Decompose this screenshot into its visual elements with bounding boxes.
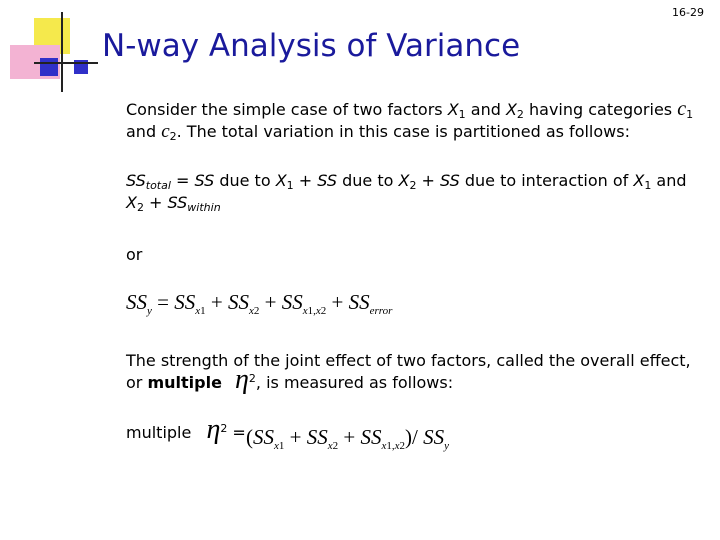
- strength-paragraph: The strength of the joint effect of two factors, called the overall effect, or multiple $\eta^2$, is measured as follows:: [126, 351, 691, 395]
- slide-number: 16-29: [672, 6, 704, 19]
- eta-symbol: η: [235, 364, 249, 395]
- formula-multiple-eta: $(SS_{x1} + SS_{x2} + SS_{x1,x2})/$ $SS_y$: [246, 425, 449, 452]
- slide-title: N-way Analysis of Variance: [102, 28, 521, 64]
- formula-ss-partition: $SS_y = SS_{x1} + SS_{x2} + SS_{x1,x2} + SS_{error}$: [126, 290, 393, 317]
- intro-paragraph: Consider the simple case of two factors $X_1$ and $X_2$ having categories $c_1$ and $c_2$. The total variation in this case is partitioned as follows:: [126, 98, 694, 143]
- deco-vertical-line: [61, 12, 63, 92]
- or-text: or: [126, 245, 143, 264]
- deco-horizontal-line: [34, 62, 98, 64]
- partition-paragraph: $SS_{total}$ = SS due to $X_1$ + SS due to $X_2$ + SS due to interaction of $X_1$ and $X_2 + SS_{within}$: [126, 171, 687, 214]
- deco-blue-square: [40, 58, 58, 76]
- multiple-eta-label: multiple $\eta^2$ =: [126, 414, 246, 445]
- eta-symbol: η: [206, 414, 221, 445]
